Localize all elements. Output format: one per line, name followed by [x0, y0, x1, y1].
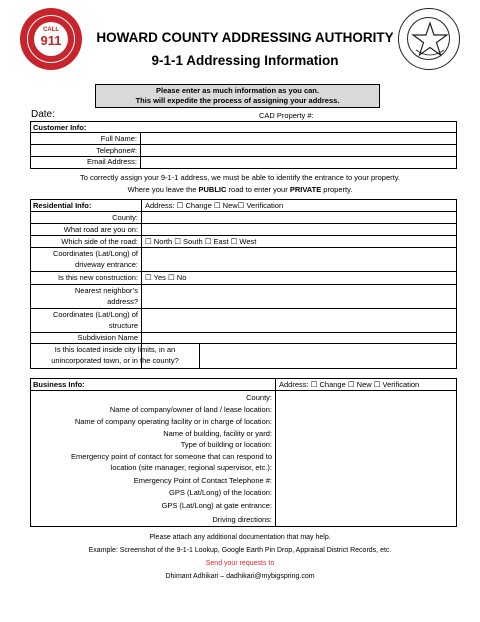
seal-call-text: CALL: [43, 27, 59, 33]
residential-row-line: [30, 308, 457, 309]
residential-row-line: [30, 211, 457, 212]
telephone-field[interactable]: [141, 145, 456, 156]
res-road-label: What road are you on:: [63, 225, 138, 234]
res-coords-entrance-label-1: Coordinates (Lat/Long) of: [52, 249, 138, 258]
footer-contact: Dhimant Adhikari – dadhikari@mybigspring.com: [165, 573, 315, 580]
instruction-line-1: Please enter as much information as you can.: [156, 86, 319, 95]
residential-row-line: [30, 343, 457, 344]
bus-directions-label: Driving directions:: [212, 515, 272, 524]
residential-row-line: [30, 271, 457, 272]
business-section-title: Business Info:: [33, 380, 85, 389]
res-new-construction-label: Is this new construction:: [57, 273, 138, 282]
911-seal-logo: [20, 8, 82, 70]
res-subdivision-label: Subdivision Name: [77, 333, 138, 342]
bus-county-label: County:: [246, 393, 272, 402]
res-side-options[interactable]: ☐ North ☐ South ☐ East ☐ West: [145, 237, 257, 246]
bus-emergency-label-1: Emergency point of contact for someone that can respond to: [71, 452, 272, 461]
res-county-label: County:: [112, 213, 138, 222]
footer-example-note: Example: Screenshot of the 9-1-1 Lookup, Google Earth Pin Drop, Appraisal District Records, etc.: [88, 547, 392, 554]
residential-row-line: [30, 284, 457, 285]
bus-gps-location-label: GPS (Lat/Long) of the location:: [169, 488, 272, 497]
state-seal-logo: [398, 8, 460, 70]
email-field[interactable]: [141, 157, 456, 168]
seal-911-text: 911: [40, 33, 62, 48]
instruction-banner: [95, 84, 380, 108]
bus-gps-gate-label: GPS (Lat/Long) at gate entrance:: [161, 501, 272, 510]
res-coords-structure-label-1: Coordinates (Lat/Long) of: [52, 310, 138, 319]
footer-send-requests: Send your requests to: [205, 560, 275, 567]
instruction-line-2: This will expedite the process of assigning your address.: [135, 96, 340, 105]
email-label: Email Address:: [86, 157, 137, 166]
bus-type-label: Type of building or location:: [180, 440, 272, 449]
bus-emergency-phone-label: Emergency Point of Contact Telephone #:: [133, 476, 272, 485]
bus-operator-label: Name of company operating facility or in charge of location:: [74, 417, 272, 426]
date-label: Date:: [31, 109, 55, 120]
cad-property-label: CAD Property #:: [259, 111, 314, 120]
intro-line-2: Where you leave the PUBLIC road to enter your PRIVATE property.: [127, 185, 353, 194]
bus-emergency-label-2: location (site manager, regional supervisor, etc.):: [110, 463, 272, 472]
seal-badge: [34, 22, 68, 56]
res-new-construction-options[interactable]: ☐ Yes ☐ No: [145, 273, 187, 282]
bus-building-label: Name of building, facility or yard:: [163, 429, 272, 438]
residential-row-line: [30, 223, 457, 224]
full-name-label: Full Name:: [100, 134, 137, 143]
intro-line-1: To correctly assign your 9-1-1 address, we must be able to identify the entrance to your property.: [79, 173, 401, 182]
customer-section-title: Customer Info:: [33, 123, 87, 132]
residential-address-options[interactable]: Address: ☐ Change ☐ New☐ Verification: [145, 201, 284, 210]
footer-attach-note: Please attach any additional documentation that may help.: [149, 534, 331, 541]
res-coords-entrance-label-2: driveway entrance:: [75, 260, 138, 269]
res-side-label: Which side of the road:: [61, 237, 138, 246]
res-city-limits-label-1: Is this located inside city limits, in an: [54, 345, 176, 354]
page-title: HOWARD COUNTY ADDRESSING AUTHORITY: [96, 30, 394, 45]
bus-owner-label: Name of company/owner of land / lease location:: [109, 405, 272, 414]
residential-row-line: [30, 235, 457, 236]
star-icon: [410, 20, 450, 60]
res-coords-structure-label-2: structure: [108, 321, 138, 330]
full-name-field[interactable]: [141, 133, 456, 144]
telephone-label: Telephone#:: [96, 146, 137, 155]
res-neighbor-label-1: Nearest neighbor’s: [74, 286, 138, 295]
business-input-area[interactable]: [276, 391, 456, 526]
business-address-options[interactable]: Address: ☐ Change ☐ New ☐ Verification: [279, 380, 420, 389]
city-limits-divider: [199, 343, 200, 369]
residential-section-title: Residential Info:: [33, 201, 92, 210]
res-city-limits-label-2: unincorporated town, or in the county?: [51, 356, 179, 365]
residential-row-line: [30, 247, 457, 248]
res-neighbor-label-2: address?: [107, 297, 138, 306]
page-subtitle: 9-1-1 Addressing Information: [151, 53, 339, 68]
